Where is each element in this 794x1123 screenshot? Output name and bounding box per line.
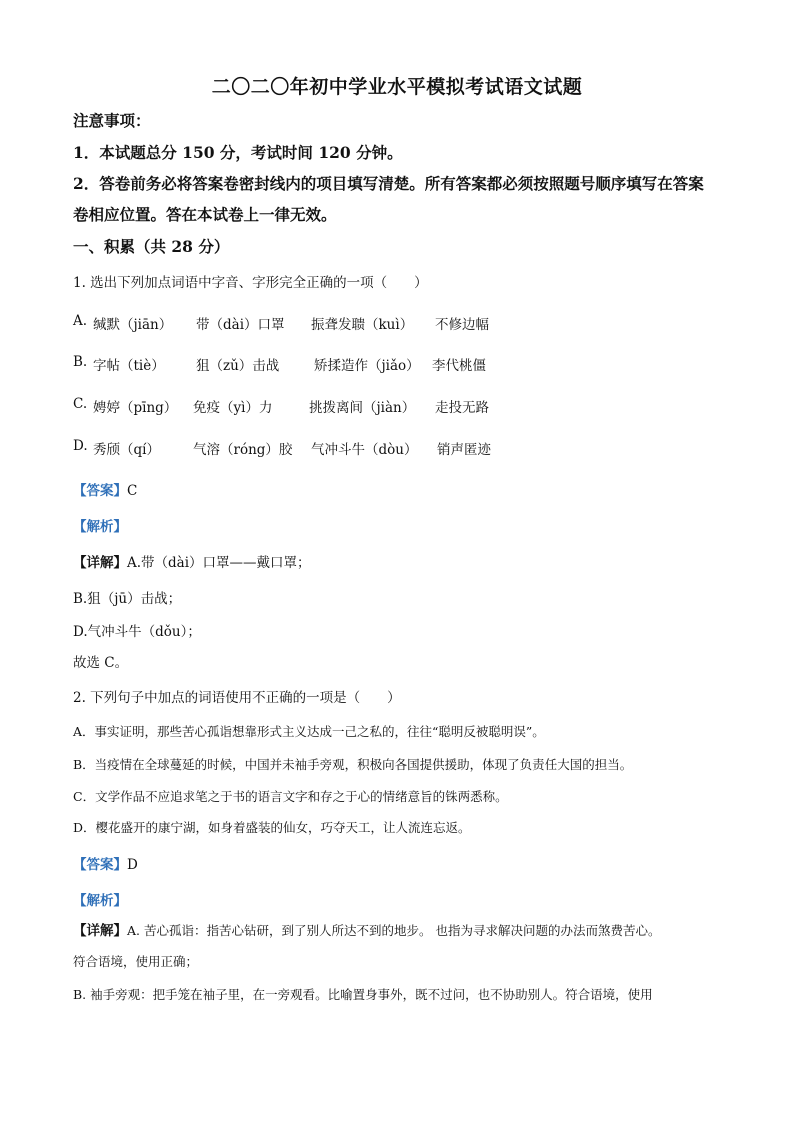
- question-2-option-d: D．樱花盛开的康宁湖，如身着盛装的仙女，巧夺天工，让人流连忘返。: [73, 820, 471, 835]
- question-2-stem: 2. 下列句子中加点的词语使用不正确的一项是（ ）: [73, 690, 401, 706]
- option-item: 缄默（jiān）: [93, 317, 173, 333]
- question-1-detail-line: B.狙（jū）击战；: [73, 591, 182, 607]
- option-item: 矫揉造作（jiǎo）: [314, 358, 420, 374]
- detail-line: A.带（dài）口罩——戴口罩；: [127, 555, 311, 571]
- answer-tag: 【答案】: [73, 483, 127, 499]
- detail-line: A. 苦心孤诣：指苦心钻研，到了别人所达不到的地步。 也指为寻求解决问题的办法而煞费苦心。: [127, 923, 661, 938]
- question-1-detail-line: D.气冲斗牛（dǒu）；: [73, 624, 201, 640]
- question-2-option-a: A．事实证明，那些苦心孤诣想靠形式主义达成一己之私的，往往“聪明反被聪明误”。: [73, 724, 545, 739]
- option-item: 气冲斗牛（dòu）: [311, 442, 418, 458]
- question-2-option-b: B．当疫情在全球蔓延的时候，中国并未袖手旁观，积极向各国提供援助，体现了负责任大国的担当。: [73, 757, 633, 772]
- question-1-answer: [73, 479, 137, 499]
- question-2-answer: [73, 853, 138, 873]
- option-item: 李代桃僵: [432, 358, 486, 374]
- option-label: D.: [73, 438, 88, 454]
- question-2-detail: [73, 919, 660, 939]
- notes-item-2: 2．答卷前务必将答案卷密封线内的项目填写清楚。所有答案都必须按照题号顺序填写在答案: [73, 174, 704, 193]
- option-item: 振聋发聩（kuì）: [311, 317, 414, 333]
- answer-value: D: [127, 857, 138, 873]
- question-1-detail: [73, 551, 311, 571]
- question-2-detail-line: B. 袖手旁观：把手笼在袖子里，在一旁观看。比喻置身事外，既不过问，也不协助别人。符合语境，使用: [73, 987, 653, 1002]
- section-heading: 一、积累（共 28 分）: [73, 237, 230, 256]
- question-1-analysis-tag: 【解析】: [73, 519, 127, 535]
- answer-tag: 【答案】: [73, 857, 127, 873]
- option-label: A.: [73, 313, 88, 329]
- detail-tag: 【详解】: [73, 923, 127, 939]
- option-label: B.: [73, 354, 88, 370]
- option-item: 不修边幅: [435, 317, 489, 333]
- option-item: 秀颀（qí）: [93, 442, 160, 458]
- question-2-analysis-tag: 【解析】: [73, 893, 127, 909]
- question-1-stem: 1. 选出下列加点词语中字音、字形完全正确的一项（ ）: [73, 275, 428, 291]
- notes-item-1: 1．本试题总分 150 分，考试时间 120 分钟。: [73, 143, 403, 162]
- question-2-option-c: C．文学作品不应追求笔之于书的语言文字和存之于心的情绪意旨的铢两悉称。: [73, 789, 508, 804]
- option-item: 带（dài）口罩: [196, 317, 285, 333]
- question-2-detail-line: 符合语境，使用正确；: [73, 954, 199, 969]
- page-title: 二〇二〇年初中学业水平模拟考试语文试题: [211, 76, 583, 98]
- option-label: C.: [73, 396, 88, 412]
- notes-item-2-cont: 卷相应位置。答在本试卷上一律无效。: [73, 205, 337, 224]
- option-item: 走投无路: [435, 400, 489, 416]
- option-item: 免疫（yì）力: [193, 400, 273, 416]
- detail-tag: 【详解】: [73, 555, 127, 571]
- option-item: 字帖（tiè）: [93, 358, 165, 374]
- option-item: 销声匿迹: [437, 442, 491, 458]
- answer-value: C: [127, 483, 138, 499]
- option-item: 气溶（róng）胶: [193, 442, 293, 458]
- question-1-conclusion: 故选 C。: [73, 655, 129, 671]
- option-item: 挑拨离间（jiàn）: [309, 400, 416, 416]
- option-item: 娉婷（pīng）: [93, 400, 178, 416]
- option-item: 狙（zǔ）击战: [196, 358, 280, 374]
- notes-heading: 注意事项：: [73, 111, 151, 130]
